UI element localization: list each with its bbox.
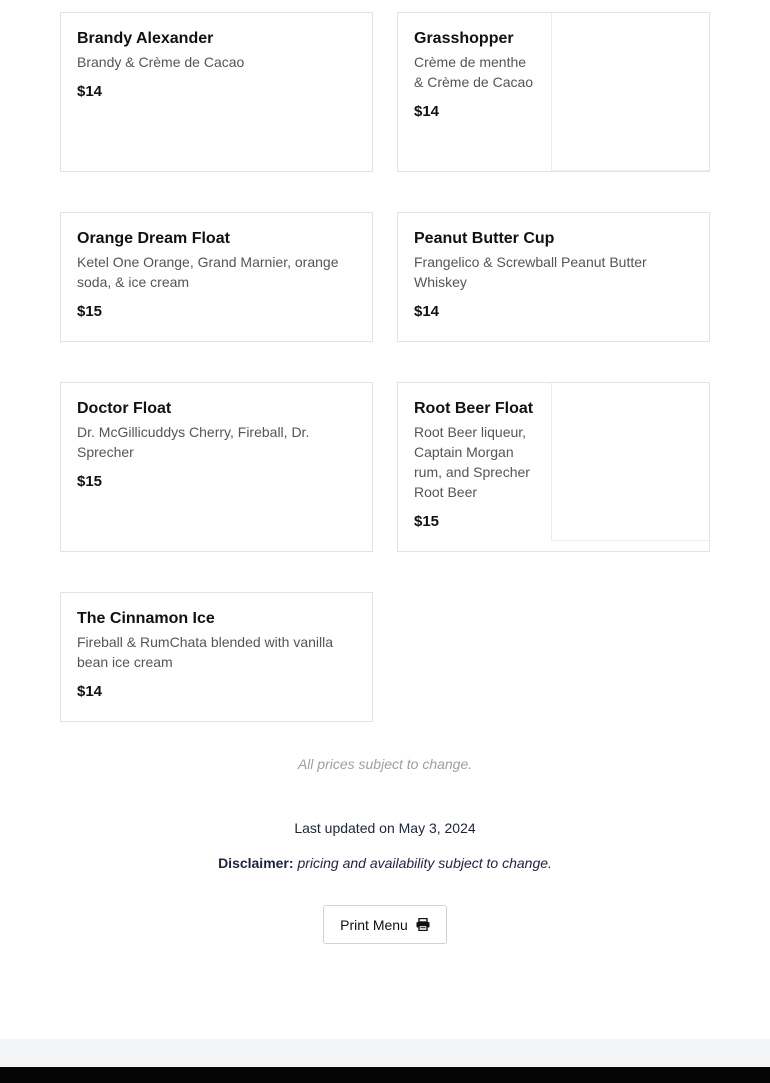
menu-item-card (60, 12, 373, 172)
disclaimer (0, 855, 770, 871)
menu-item-description: Fireball & RumChata blended with vanilla bean ice cream (77, 634, 334, 670)
menu-item-name: Peanut Butter Cup (414, 230, 555, 247)
menu-item-card (60, 212, 373, 342)
menu-item-name: Root Beer Float (414, 400, 534, 417)
print-menu-button[interactable] (323, 905, 447, 944)
menu-item-name: Doctor Float (77, 400, 172, 417)
menu-item-price: $14 (414, 303, 440, 320)
last-updated: Last updated on May 3, 2024 (294, 820, 476, 836)
price-notice: All prices subject to change. (297, 756, 473, 772)
menu-item-card (60, 592, 373, 722)
menu-item-description: Brandy & Crème de Cacao (77, 54, 245, 70)
menu-item-image (551, 383, 709, 541)
menu-item-price: $14 (77, 83, 103, 100)
menu-item-price: $14 (77, 683, 103, 700)
menu-item-name: Orange Dream Float (77, 230, 230, 247)
menu-item-name: Grasshopper (414, 30, 514, 47)
menu-item-price: $15 (77, 473, 103, 490)
menu-item-name: Brandy Alexander (77, 30, 214, 47)
menu-item-card (60, 382, 373, 552)
menu-item-name: The Cinnamon Ice (77, 610, 215, 627)
menu-item-price: $14 (414, 103, 440, 120)
menu-item-price: $15 (77, 303, 103, 320)
menu-item-description: Frangelico & Screwball Peanut Butter Whiskey (414, 254, 647, 290)
menu-item-description: Dr. McGillicuddys Cherry, Fireball, Dr. Sprecher (77, 424, 310, 460)
menu-item-price: $15 (414, 513, 440, 530)
menu-item-description: Crème de menthe & Crème de Cacao (414, 54, 534, 90)
menu-item-card (397, 382, 710, 552)
footer (0, 1067, 770, 1083)
menu-item-card (397, 212, 710, 342)
menu-item-image (551, 13, 709, 171)
print-icon (416, 918, 430, 931)
footer-band (0, 1039, 770, 1067)
print-menu-label: Print Menu (340, 916, 408, 933)
menu-item-description: Root Beer liqueur, Captain Morgan rum, and Sprecher Root Beer (414, 424, 530, 500)
disclaimer-label: Disclaimer: (218, 855, 294, 871)
menu-item-card (397, 12, 710, 172)
menu-item-description: Ketel One Orange, Grand Marnier, orange soda, & ice cream (77, 254, 339, 290)
disclaimer-text: pricing and availability subject to change. (297, 855, 552, 871)
